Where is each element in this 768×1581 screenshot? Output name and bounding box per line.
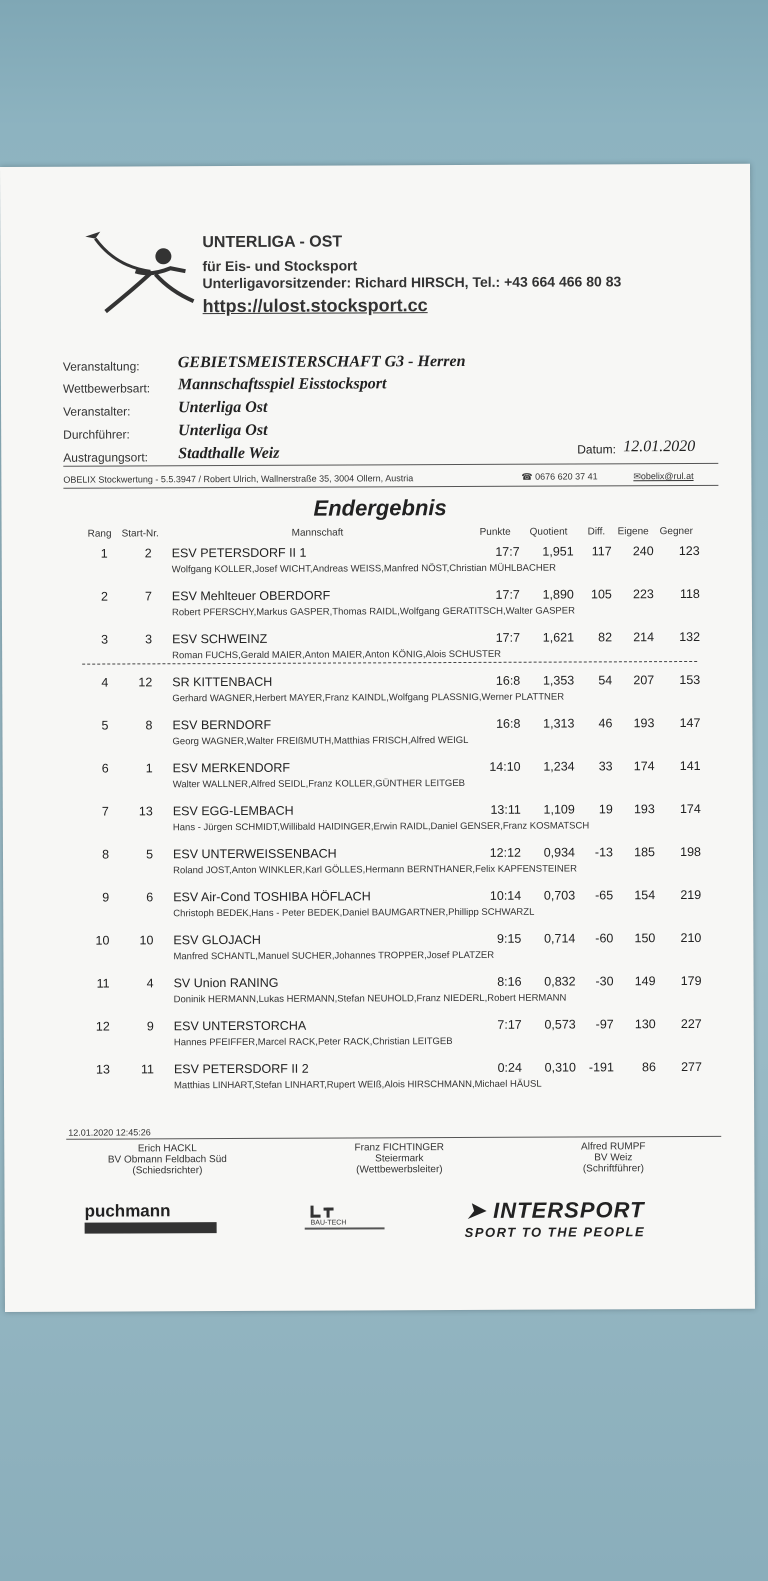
meta-label-organizer: Veranstalter:	[63, 404, 131, 419]
league-chairman: Unterligavorsitzender: Richard HIRSCH, Tel.: +43 664 466 80 83	[202, 273, 622, 292]
row-players: Hans - Jürgen SCHMIDT,Willibald HAIDINGER,Erwin RAIDL,Daniel GENSER,Franz KOSMATSCH	[172, 820, 590, 834]
row-eigene: 193	[633, 716, 655, 731]
row-eigene: 174	[633, 759, 655, 774]
row-players: Georg WAGNER,Walter FREIßMUTH,Matthias FRISCH,Alfred WEIGL	[172, 734, 469, 748]
signature-name: Erich HACKL	[137, 1143, 197, 1155]
row-players: Gerhard WAGNER,Herbert MAYER,Franz KAINDL,Wolfgang PLASSNIG,Werner PLATTNER	[172, 691, 565, 705]
row-gegner: 132	[679, 629, 701, 645]
row-start: 6	[146, 890, 154, 905]
row-gegner: 227	[680, 1016, 702, 1032]
row-start: 4	[146, 976, 154, 991]
row-start: 12	[138, 675, 153, 690]
row-start: 2	[144, 546, 152, 561]
signature-org: Steiermark	[375, 1153, 424, 1165]
promotion-line	[82, 661, 697, 665]
row-punkte: 14:10	[489, 759, 521, 774]
meta-value-type: Mannschaftsspiel Eisstocksport	[177, 375, 387, 394]
row-gegner: 118	[679, 586, 700, 602]
col-quotient: Quotient	[529, 526, 568, 538]
row-quotient: 1,313	[543, 716, 575, 731]
row-gegner: 277	[681, 1059, 702, 1075]
meta-label-event: Veranstaltung:	[62, 359, 140, 374]
signature-name: Alfred RUMPF	[581, 1141, 646, 1153]
software-credit: OBELIX Stockwertung - 5.5.3947 / Robert Ulrich, Wallnerstraße 35, 3004 Ollern, Austria	[63, 473, 414, 485]
row-rang: 3	[101, 632, 109, 647]
sponsor-intersport-tagline: SPORT TO THE PEOPLE	[464, 1224, 646, 1240]
row-quotient: 0,934	[543, 845, 576, 860]
meta-label-venue: Austragungsort:	[63, 450, 149, 465]
intersport-arrow-icon: ➤	[466, 1197, 487, 1223]
meta-label-type: Wettbewerbsart:	[62, 381, 151, 396]
meta-value-organizer: Unterliga Ost	[178, 398, 268, 417]
sponsor-bautech-logo	[305, 1203, 385, 1233]
row-rang: 6	[101, 761, 109, 776]
row-punkte: 8:16	[497, 974, 522, 989]
row-punkte: 9:15	[496, 931, 522, 946]
row-start: 13	[138, 804, 153, 819]
row-team: ESV PETERSDORF II 1	[171, 545, 307, 561]
row-team: ESV Mehlteuer OBERDORF	[171, 588, 331, 604]
row-rang: 9	[102, 890, 110, 905]
row-players: Roman FUCHS,Gerald MAIER,Anton MAIER,Anton KÖNIG,Alois SCHUSTER	[172, 648, 502, 662]
signature-role: (Schiedsrichter)	[132, 1165, 203, 1177]
row-team: ESV GLOJACH	[173, 932, 261, 948]
row-rang: 2	[100, 589, 108, 604]
signature-name: Franz FICHTINGER	[354, 1142, 445, 1154]
col-team: Mannschaft	[291, 527, 344, 539]
row-start: 8	[145, 718, 153, 733]
row-eigene: 207	[633, 673, 655, 688]
row-rang: 10	[95, 933, 110, 948]
row-gegner: 174	[679, 801, 701, 817]
stocksport-logo	[75, 226, 195, 317]
row-punkte: 13:11	[490, 802, 521, 817]
header-rule	[63, 463, 718, 467]
row-diff: 54	[598, 673, 613, 688]
row-gegner: 219	[680, 887, 702, 903]
row-rang: 5	[101, 718, 109, 733]
row-diff: 82	[598, 630, 613, 645]
row-start: 10	[139, 933, 154, 948]
row-eigene: 149	[634, 974, 656, 989]
print-timestamp: 12.01.2020 12:45:26	[68, 1127, 151, 1138]
row-players: Doninik HERMANN,Lukas HERMANN,Stefan NEUHOLD,Franz NIEDERL,Robert HERMANN	[173, 992, 567, 1006]
row-eigene: 185	[634, 845, 656, 860]
row-quotient: 1,353	[542, 673, 575, 688]
results-title: Endergebnis	[313, 495, 447, 521]
sponsor-puchmann-bar	[85, 1222, 217, 1234]
row-gegner: 123	[678, 543, 700, 559]
row-team: ESV EGG-LEMBACH	[172, 803, 294, 819]
row-team: SR KITTENBACH	[172, 674, 273, 690]
sponsor-puchmann-logo: puchmann	[84, 1201, 171, 1221]
row-gegner: 198	[680, 844, 702, 860]
row-rang: 8	[102, 847, 110, 862]
row-quotient: 1,890	[542, 587, 574, 602]
row-team: ESV SCHWEINZ	[172, 631, 268, 647]
col-eigene: Eigene	[617, 526, 649, 538]
row-eigene: 86	[641, 1060, 656, 1075]
row-team: ESV PETERSDORF II 2	[173, 1061, 309, 1077]
row-eigene: 130	[634, 1017, 656, 1032]
meta-value-event: GEBIETSMEISTERSCHAFT G3 - Herren	[177, 352, 466, 372]
row-quotient: 0,832	[544, 974, 576, 989]
league-title: UNTERLIGA - OST	[202, 233, 343, 252]
row-rang: 4	[101, 675, 109, 690]
row-start: 9	[146, 1019, 154, 1034]
row-punkte: 12:12	[489, 845, 522, 860]
row-gegner: 179	[680, 973, 702, 989]
row-team: SV Union RANING	[173, 975, 279, 991]
row-team: ESV UNTERWEISSENBACH	[172, 846, 337, 862]
row-diff: 33	[598, 759, 613, 774]
row-quotient: 0,703	[543, 888, 576, 903]
row-diff: 105	[590, 587, 612, 602]
row-eigene: 240	[632, 544, 654, 559]
row-players: Matthias LINHART,Stefan LINHART,Rupert WEIß,Alois HIRSCHMANN,Michael HÄUSL	[173, 1078, 542, 1092]
row-punkte: 16:8	[495, 673, 521, 688]
row-punkte: 17:7	[495, 630, 521, 645]
row-start: 11	[140, 1062, 154, 1077]
signature-director	[324, 1142, 474, 1176]
row-rang: 11	[96, 976, 110, 991]
row-team: ESV UNTERSTORCHA	[173, 1018, 307, 1034]
row-gegner: 153	[679, 672, 701, 688]
row-punkte: 0:24	[497, 1060, 522, 1075]
row-rang: 12	[95, 1019, 110, 1034]
credit-rule	[63, 485, 718, 489]
row-eigene: 154	[634, 888, 656, 903]
meta-value-host: Unterliga Ost	[178, 421, 268, 440]
row-gegner: 147	[679, 715, 701, 731]
meta-label-host: Durchführer:	[63, 427, 130, 442]
software-phone: ☎ 0676 620 37 41	[521, 471, 598, 482]
row-punkte: 16:8	[496, 716, 521, 731]
row-players: Christoph BEDEK,Hans - Peter BEDEK,Daniel BAUMGARTNER,Phillipp SCHWARZL	[173, 906, 535, 920]
row-diff: -97	[595, 1017, 614, 1032]
row-quotient: 1,234	[543, 759, 575, 774]
row-diff: -30	[595, 974, 614, 989]
league-subtitle: für Eis- und Stocksport	[202, 257, 358, 275]
col-start: Start-Nr.	[121, 528, 159, 540]
row-quotient: 0,310	[544, 1060, 576, 1075]
date-label: Datum:	[577, 442, 616, 457]
sponsor-intersport-logo	[467, 1197, 645, 1224]
row-players: Roland JOST,Anton WINKLER,Karl GÖLLES,Hermann BERNTHANER,Felix KAPFENSTEINER	[173, 863, 577, 877]
row-punkte: 7:17	[497, 1017, 522, 1032]
row-players: Hannes PFEIFFER,Marcel RACK,Peter RACK,Christian LEITGEB	[173, 1036, 453, 1049]
results-sheet	[0, 164, 755, 1312]
row-gegner: 210	[680, 930, 702, 946]
row-eigene: 193	[633, 802, 655, 817]
signature-role: (Wettbewerbsleiter)	[356, 1164, 443, 1176]
row-quotient: 0,573	[544, 1017, 576, 1032]
footer-rule	[66, 1136, 721, 1140]
row-diff: -65	[595, 888, 614, 903]
row-quotient: 1,951	[542, 544, 574, 559]
row-eigene: 150	[634, 931, 656, 946]
signature-referee	[92, 1143, 242, 1177]
row-team: ESV BERNDORF	[172, 717, 272, 733]
row-rang: 1	[100, 546, 108, 561]
row-diff: -191	[588, 1060, 614, 1075]
row-start: 1	[145, 761, 153, 776]
col-punkte: Punkte	[479, 526, 511, 538]
row-start: 7	[144, 589, 152, 604]
row-start: 3	[145, 632, 153, 647]
signature-role: (Schriftführer)	[582, 1163, 644, 1175]
meta-value-venue: Stadthalle Weiz	[178, 444, 280, 463]
row-diff: 46	[598, 716, 613, 731]
row-eigene: 223	[632, 587, 654, 602]
row-diff: 117	[591, 544, 612, 559]
row-punkte: 10:14	[489, 888, 522, 903]
row-punkte: 17:7	[495, 544, 520, 559]
row-diff: -13	[594, 845, 614, 860]
row-players: Wolfgang KOLLER,Josef WICHT,Andreas WEISS,Manfred NÖST,Christian MÜHLBACHER	[171, 562, 556, 576]
row-diff: 19	[598, 802, 613, 817]
row-quotient: 1,109	[543, 802, 575, 817]
row-diff: -60	[595, 931, 614, 946]
league-url[interactable]: https://ulost.stocksport.cc	[202, 295, 428, 317]
signature-org: BV Obmann Feldbach Süd	[107, 1154, 227, 1166]
row-start: 5	[146, 847, 154, 862]
row-team: ESV MERKENDORF	[172, 760, 291, 776]
signature-secretary	[538, 1141, 688, 1175]
signature-org: BV Weiz	[594, 1152, 633, 1164]
row-punkte: 17:7	[495, 587, 520, 602]
intersport-name: INTERSPORT	[493, 1197, 645, 1223]
row-players: Robert PFERSCHY,Markus GASPER,Thomas RAIDL,Wolfgang GERATITSCH,Walter GASPER	[171, 605, 575, 619]
row-rang: 7	[101, 804, 109, 819]
date-value: 12.01.2020	[623, 437, 696, 456]
row-rang: 13	[96, 1062, 110, 1077]
row-quotient: 1,621	[542, 630, 575, 645]
svg-text:BAU-TECH: BAU-TECH	[310, 1219, 347, 1227]
row-players: Walter WALLNER,Alfred SEIDL,Franz KOLLER,GÜNTHER LEITGEB	[172, 777, 466, 791]
row-eigene: 214	[633, 630, 655, 645]
col-rang: Rang	[87, 528, 112, 540]
col-diff: Diff.	[587, 526, 606, 538]
row-quotient: 0,714	[544, 931, 576, 946]
software-email[interactable]: ✉obelix@rul.at	[633, 470, 694, 482]
col-gegner: Gegner	[659, 525, 693, 538]
row-team: ESV Air-Cond TOSHIBA HÖFLACH	[173, 889, 371, 905]
row-gegner: 141	[679, 758, 701, 774]
row-players: Manfred SCHANTL,Manuel SUCHER,Johannes TROPPER,Josef PLATZER	[173, 949, 495, 963]
